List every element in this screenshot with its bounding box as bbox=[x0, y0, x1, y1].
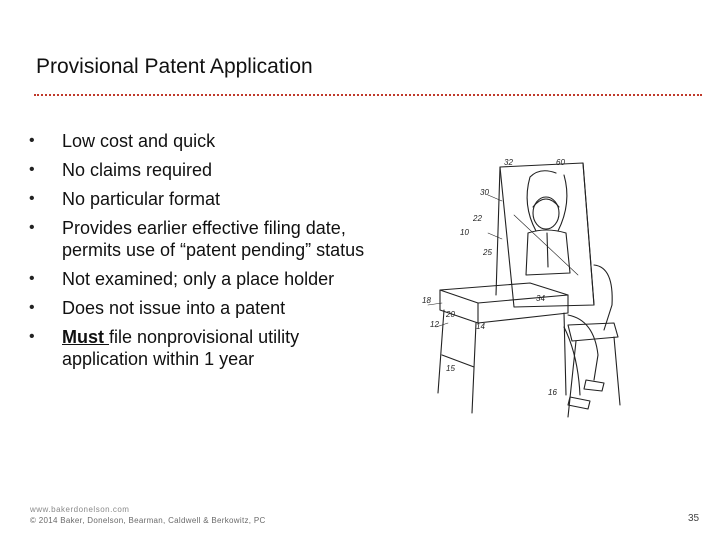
person-arm-raised-2 bbox=[558, 175, 567, 231]
figure-label: 16 bbox=[548, 388, 557, 397]
figure-label: 30 bbox=[480, 188, 489, 197]
figure-label: 18 bbox=[422, 296, 431, 305]
page-number: 35 bbox=[688, 513, 700, 524]
bullet-item bbox=[26, 130, 386, 152]
figure-label: 25 bbox=[483, 248, 492, 257]
figure-label: 32 bbox=[504, 158, 513, 167]
bullet-dot: • bbox=[29, 299, 35, 316]
drawing-board-edge bbox=[496, 163, 594, 305]
footer-url: www.bakerdonelson.com bbox=[30, 505, 130, 514]
bullet-dot: • bbox=[29, 132, 35, 149]
bullet-text: Not examined; only a place holder bbox=[62, 269, 335, 289]
bullet-text: file nonprovisional utility application within 1 year bbox=[62, 327, 300, 369]
figure-label: 14 bbox=[476, 322, 485, 331]
slide-title: Provisional Patent Application bbox=[36, 55, 313, 78]
bullet-text: Low cost and quick bbox=[62, 131, 216, 151]
bullet-text: No particular format bbox=[62, 189, 221, 209]
leader-line bbox=[488, 195, 502, 201]
bullet-dot: • bbox=[29, 328, 35, 345]
person-foot bbox=[584, 380, 604, 391]
person-head bbox=[533, 197, 559, 229]
figure-label: 15 bbox=[446, 364, 455, 373]
bullet-item bbox=[26, 159, 386, 181]
bullet-item bbox=[26, 268, 386, 290]
bullet-dot: • bbox=[29, 190, 35, 207]
board-glare bbox=[514, 215, 578, 275]
title-divider bbox=[34, 94, 702, 96]
desk-top bbox=[440, 283, 568, 303]
figure-label: 60 bbox=[556, 158, 565, 167]
figure-label: 12 bbox=[430, 320, 439, 329]
chair-leg bbox=[614, 337, 620, 405]
patent-drawing bbox=[418, 155, 628, 430]
figure-label: 22 bbox=[473, 214, 482, 223]
chair-seat bbox=[568, 323, 618, 341]
figure-label: 10 bbox=[460, 228, 469, 237]
bullet-item bbox=[26, 326, 386, 370]
footer-copyright: © 2014 Baker, Donelson, Bearman, Caldwell & Berkowitz, PC bbox=[30, 516, 266, 525]
bullet-dot: • bbox=[29, 161, 35, 178]
bullet-item bbox=[26, 217, 386, 261]
bullet-item bbox=[26, 188, 386, 210]
leader-line bbox=[488, 233, 502, 239]
bullet-emphasis: Must bbox=[62, 327, 109, 347]
chair-back bbox=[594, 265, 612, 330]
desk-leg bbox=[472, 323, 476, 413]
person-hair bbox=[533, 199, 559, 207]
bullet-text: Provides earlier effective filing date, permits use of “patent pending” status bbox=[62, 218, 365, 260]
person-foot bbox=[568, 397, 590, 409]
desk-leg bbox=[564, 313, 566, 395]
person-leg bbox=[564, 327, 580, 395]
person-tie bbox=[547, 233, 548, 267]
bullet-dot: • bbox=[29, 270, 35, 287]
bullet-text: Does not issue into a patent bbox=[62, 298, 286, 318]
bullet-dot: • bbox=[29, 219, 35, 236]
bullet-text: No claims required bbox=[62, 160, 213, 180]
figure-label: 34 bbox=[536, 294, 545, 303]
bullet-list bbox=[26, 130, 386, 377]
figure-label: 20 bbox=[446, 310, 455, 319]
bullet-item bbox=[26, 297, 386, 319]
